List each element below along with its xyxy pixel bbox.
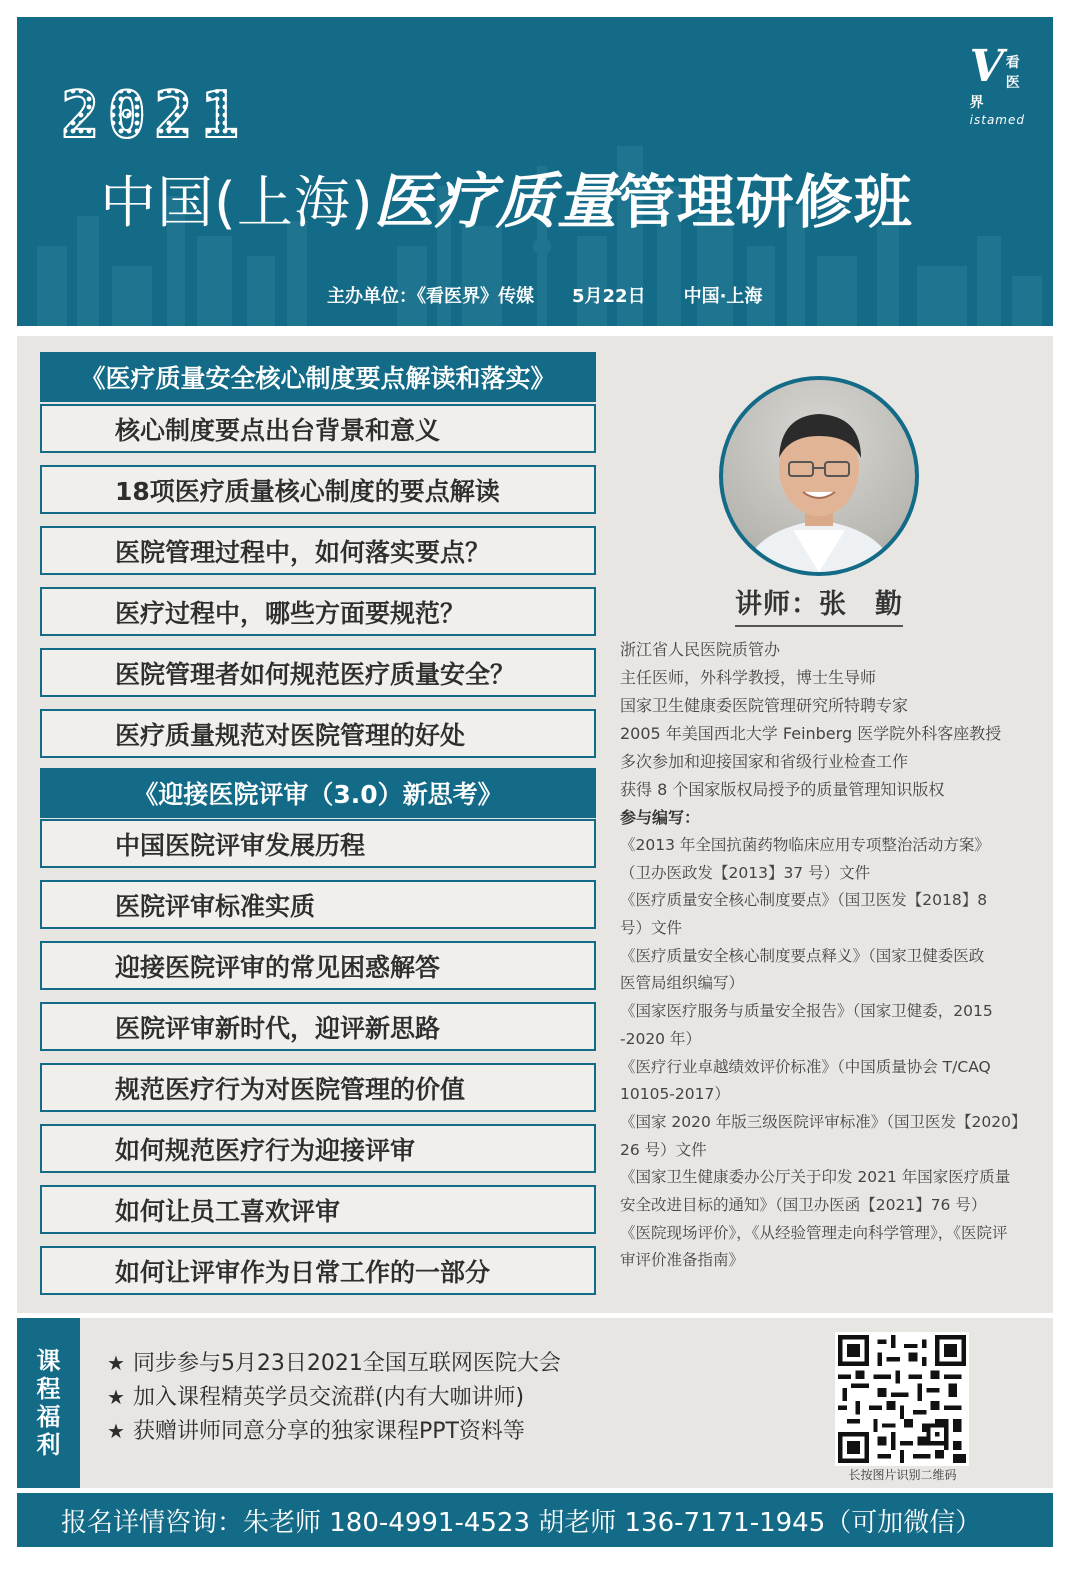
course-item: 医院管理者如何规范医疗质量安全？	[40, 648, 596, 697]
works-line: （卫办医政发【2013】37 号）文件	[620, 863, 871, 882]
contact-footer	[17, 1493, 1053, 1547]
benefits-list	[107, 1346, 561, 1448]
logo-en-text: istamed	[969, 113, 1025, 127]
contact-text: 报名详情咨询：朱老师 180-4991-4523 胡老师 136-7171-1945（可加微信）	[61, 1507, 982, 1538]
benefit-text: 获赠讲师同意分享的独家课程PPT资料等	[132, 1419, 525, 1444]
benefits-tag-char: 课	[36, 1347, 61, 1375]
course-item: 医院评审标准实质	[40, 880, 596, 929]
course-item: 如何规范医疗行为迎接评审	[40, 1124, 596, 1173]
course-item: 18项医疗质量核心制度的要点解读	[40, 465, 596, 514]
course-item: 规范医疗行为对医院管理的价值	[40, 1063, 596, 1112]
star-icon: ★	[107, 1385, 125, 1409]
logo-cn-text: 看医界	[969, 55, 1020, 111]
works-line: -2020 年）	[620, 1029, 701, 1048]
title-part-location: 中国(上海)	[100, 171, 374, 236]
works-line: 医管局组织编写）	[620, 974, 745, 993]
star-icon: ★	[107, 1419, 125, 1443]
course-item: 如何让评审作为日常工作的一部分	[40, 1246, 596, 1295]
bio-line: 多次参加和迎接国家和省级行业检查工作	[620, 752, 909, 771]
logo-v-mark: V	[969, 41, 1004, 92]
course-benefits	[17, 1318, 1053, 1488]
works-line: 《国家医疗服务与质量安全报告》（国家卫健委，2015	[620, 1002, 993, 1021]
bio-line: 浙江省人民医院质管办	[620, 640, 781, 659]
bio-line: 2005 年美国西北大学 Feinberg 医学院外科客座教授	[620, 724, 1002, 743]
header-banner	[17, 17, 1053, 326]
works-line: 《医院现场评价》，《从经验管理走向科学管理》，《医院评	[620, 1223, 1008, 1242]
course-item: 医院评审新时代，迎评新思路	[40, 1002, 596, 1051]
benefit-item	[107, 1414, 561, 1448]
course-item: 如何让员工喜欢评审	[40, 1185, 596, 1234]
bio-line: 国家卫生健康委医院管理研究所特聘专家	[620, 696, 909, 715]
section-title-hospital-review: 《迎接医院评审（3.0）新思考》	[40, 768, 596, 818]
works-line: 安全改进目标的通知》（国卫办医函【2021】76 号）	[620, 1195, 987, 1214]
works-line: 《医疗质量安全核心制度要点释义》（国家卫健委医政	[620, 946, 985, 965]
works-line: 《国家 2020 年版三级医院评审标准》（国卫医发【2020】	[620, 1112, 1027, 1131]
bio-line: 主任医师，外科学教授，博士生导师	[620, 668, 877, 687]
works-label: 参与编写：	[620, 808, 701, 827]
title-part-calligraphy: 医疗质量	[373, 167, 618, 237]
lecturer-portrait-illustration	[723, 380, 915, 572]
benefit-item	[107, 1346, 561, 1380]
event-info	[327, 282, 800, 308]
benefits-tag-char: 福	[36, 1403, 61, 1431]
course-item: 核心制度要点出台背景和意义	[40, 404, 596, 453]
benefit-item	[107, 1380, 561, 1414]
star-icon: ★	[107, 1351, 125, 1375]
benefit-text: 同步参与5月23日2021全国互联网医院大会	[132, 1351, 561, 1376]
qr-caption: 长按图片识别二维码	[848, 1468, 957, 1482]
event-location: 中国·上海	[683, 286, 763, 307]
page-title	[100, 167, 1000, 239]
works-line: 号）文件	[620, 919, 683, 938]
works-line: 26 号）文件	[620, 1140, 707, 1159]
course-content-panel	[17, 336, 1053, 1313]
course-item: 医疗过程中，哪些方面要规范？	[40, 587, 596, 636]
works-line: 10105-2017）	[620, 1085, 730, 1104]
course-item: 医院管理过程中，如何落实要点？	[40, 526, 596, 575]
vistamed-logo	[969, 41, 1025, 127]
works-line: 《国家卫生健康委办公厅关于印发 2021 年国家医疗质量	[620, 1168, 1011, 1187]
title-part-course: 管理研修班	[617, 168, 913, 236]
benefits-tag	[17, 1318, 80, 1488]
benefit-text: 加入课程精英学员交流群(内有大咖讲师)	[132, 1385, 525, 1410]
course-item: 中国医院评审发展历程	[40, 819, 596, 868]
bio-line: 获得 8 个国家版权局授予的质量管理知识版权	[620, 780, 945, 799]
works-line: 审评价准备指南》	[620, 1251, 745, 1270]
organizer-text: 主办单位：《看医界》传媒	[327, 286, 534, 307]
benefits-tag-char: 利	[36, 1431, 61, 1459]
course-item: 迎接医院评审的常见困惑解答	[40, 941, 596, 990]
benefits-tag-char: 程	[36, 1375, 61, 1403]
year-dotted-text: 2021	[61, 79, 248, 153]
qr-code-icon	[838, 1335, 966, 1463]
section-title-core-system: 《医疗质量安全核心制度要点解读和落实》	[40, 352, 596, 402]
works-line: 《2013 年全国抗菌药物临床应用专项整治活动方案》	[620, 836, 990, 854]
lecturer-bio	[620, 636, 1040, 1275]
qr-code[interactable]	[835, 1332, 969, 1466]
lecturer-name: 讲师：张 勤	[735, 582, 903, 627]
event-date: 5月22日	[572, 286, 646, 307]
works-line: 《医疗质量安全核心制度要点》（国卫医发【2018】8	[620, 891, 988, 910]
works-line: 《医疗行业卓越绩效评价标准》（中国质量协会 T/CAQ	[620, 1057, 991, 1076]
lecturer-photo	[719, 376, 919, 576]
course-item: 医疗质量规范对医院管理的好处	[40, 709, 596, 758]
